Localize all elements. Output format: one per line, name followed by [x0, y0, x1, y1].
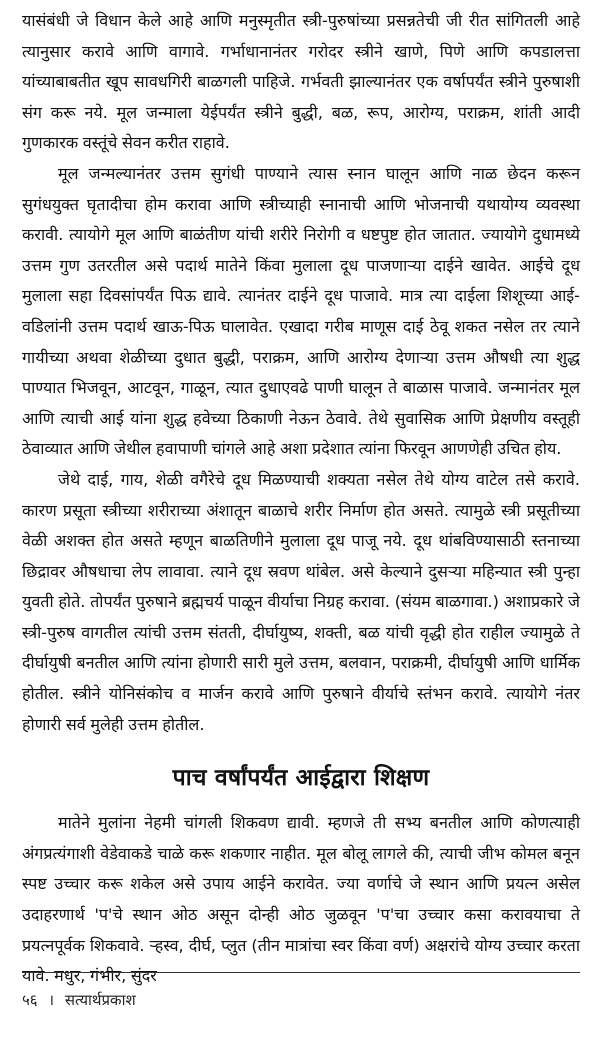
section-paragraph-1: मातेने मुलांना नेहमी चांगली शिकवण द्यावी. म्हणजे ती सभ्य बनतील आणि कोणत्याही अंगप्रत्यंगाशी वेडेवाकडे चाळे करू शकणार नाहीत. मूल बोलू लागले की, त्याची जीभ कोमल बनून स्पष्ट उच्चार करू शकेल असे उपाय आईने करावेत. ज्या वर्णाचे जे स्थान आणि प्रयत्न असेल उदाहरणार्थ 'प'चे स्थान ओठ असून दोन्ही ओठ जुळवून 'प'चा उच्चार कसा करावयाचा ते प्रयत्नपूर्वक शिकवावे. ऱ्हस्व, दीर्घ, प्लुत (तीन मात्रांचा स्वर किंवा वर्ण) अक्षरांचे योग्य उच्चार करता यावे. मधुर, गंभीर, सुंदर	[22, 813, 580, 986]
page-footer	[22, 990, 136, 1010]
section-heading: पाच वर्षांपर्यंत आईद्वारा शिक्षण	[172, 765, 430, 792]
page-number: ५६	[22, 991, 38, 1009]
body-paragraph-3: जेथे दाई, गाय, शेळी वगैरेचे दूध मिळण्याची शक्यता नसेल तेथे योग्य वाटेल तसे करावे. कारण प्रसूता स्त्रीच्या शरीराच्या अंशातून बाळाचे शरीर निर्माण होत असते. त्यामुळे स्त्री प्रसूतीच्या वेळी अशक्त होत असते म्हणून बाळतिणीने मुलाला दूध पाजू नये. दूध थांबविण्यासाठी स्तनाच्या छिद्रावर औषधाचा लेप लावावा. त्याने दूध स्रवण थांबेल. असे केल्याने दुसऱ्या महिन्यात स्त्री पुन्हा युवती होते. तोपर्यंत पुरुषाने ब्रह्मचर्य पाळून वीर्याचा निग्रह करावा. (संयम बाळगावा.) अशाप्रकारे जे स्त्री-पुरुष वागतील त्यांची उत्तम संतती, दीर्घायुष्य, शक्ती, बळ यांची वृद्धी होत राहील ज्यामुळे ते दीर्घायुषी बनतील आणि त्यांना होणारी सारी मुले उत्तम, बलवान, पराक्रमी, दीर्घायुषी आणि धार्मिक होतील. स्त्रीने योनिसंकोच व मार्जन करावे आणि पुरुषाने वीर्याचे स्तंभन करावे. त्यायोगे नंतर होणारी सर्व मुलेही उत्तम होतील.	[22, 469, 580, 734]
book-title: सत्यार्थप्रकाश	[64, 991, 136, 1009]
footer-separator: ।	[48, 991, 55, 1009]
book-page	[22, 6, 580, 1032]
footer-divider	[22, 972, 580, 973]
body-paragraph-1: यासंबंधी जे विधान केले आहे आणि मनुस्मृतीत स्त्री-पुरुषांच्या प्रसन्नतेची जी रीत सांगितली आहे त्यानुसार करावे आणि वागावे. गर्भाधानानंतर गरोदर स्त्रीने खाणे, पिणे आणि कपडालत्ता यांच्याबाबतीत खूप सावधगिरी बाळगली पाहिजे. गर्भवती झाल्यानंतर एक वर्षापर्यंत स्त्रीने पुरुषाशी संग करू नये. मूल जन्माला येईपर्यंत स्त्रीने बुद्धी, बळ, रूप, आरोग्य, पराक्रम, शांती आदी गुणकारक वस्तूंचे सेवन करीत राहावे.	[22, 11, 580, 153]
body-paragraph-2: मूल जन्मल्यानंतर उत्तम सुगंधी पाण्याने त्यास स्नान घालून आणि नाळ छेदन करून सुगंधयुक्त घृतादीचा होम करावा आणि स्त्रीच्याही स्नानाची आणि भोजनाची यथायोग्य व्यवस्था करावी. त्यायोगे मूल आणि बाळंतीण यांची शरीरे निरोगी व धष्टपुष्ट होत जातात. ज्यायोगे दुधामध्ये उत्तम गुण उतरतील असे पदार्थ मातेने किंवा मुलाला दूध पाजणाऱ्या दाईने खावेत. आईचे दूध मुलाला सहा दिवसांपर्यंत पिऊ द्यावे. त्यानंतर दाईने दूध पाजावे. मात्र त्या दाईला शिशूच्या आई-वडिलांनी उत्तम पदार्थ खाऊ-पिऊ घालावेत. एखादा गरीब माणूस दाई ठेवू शकत नसेल तर त्याने गायीच्या अथवा शेळीच्या दुधात बुद्धी, पराक्रम, आणि आरोग्य देणाऱ्या उत्तम औषधी त्या शुद्ध पाण्यात भिजवून, आटवून, गाळून, त्यात दुधाएवढे पाणी घालून ते बाळास पाजावे. जन्मानंतर मूल आणि त्याची आई यांना शुद्ध हवेच्या ठिकाणी नेऊन ठेवावे. तेथे सुवासिक आणि प्रेक्षणीय वस्तूही ठेवाव्यात आणि जेथील हवापाणी चांगले आहे अशा प्रदेशात त्यांना फिरवून आणणेही उचित होय.	[22, 163, 580, 459]
